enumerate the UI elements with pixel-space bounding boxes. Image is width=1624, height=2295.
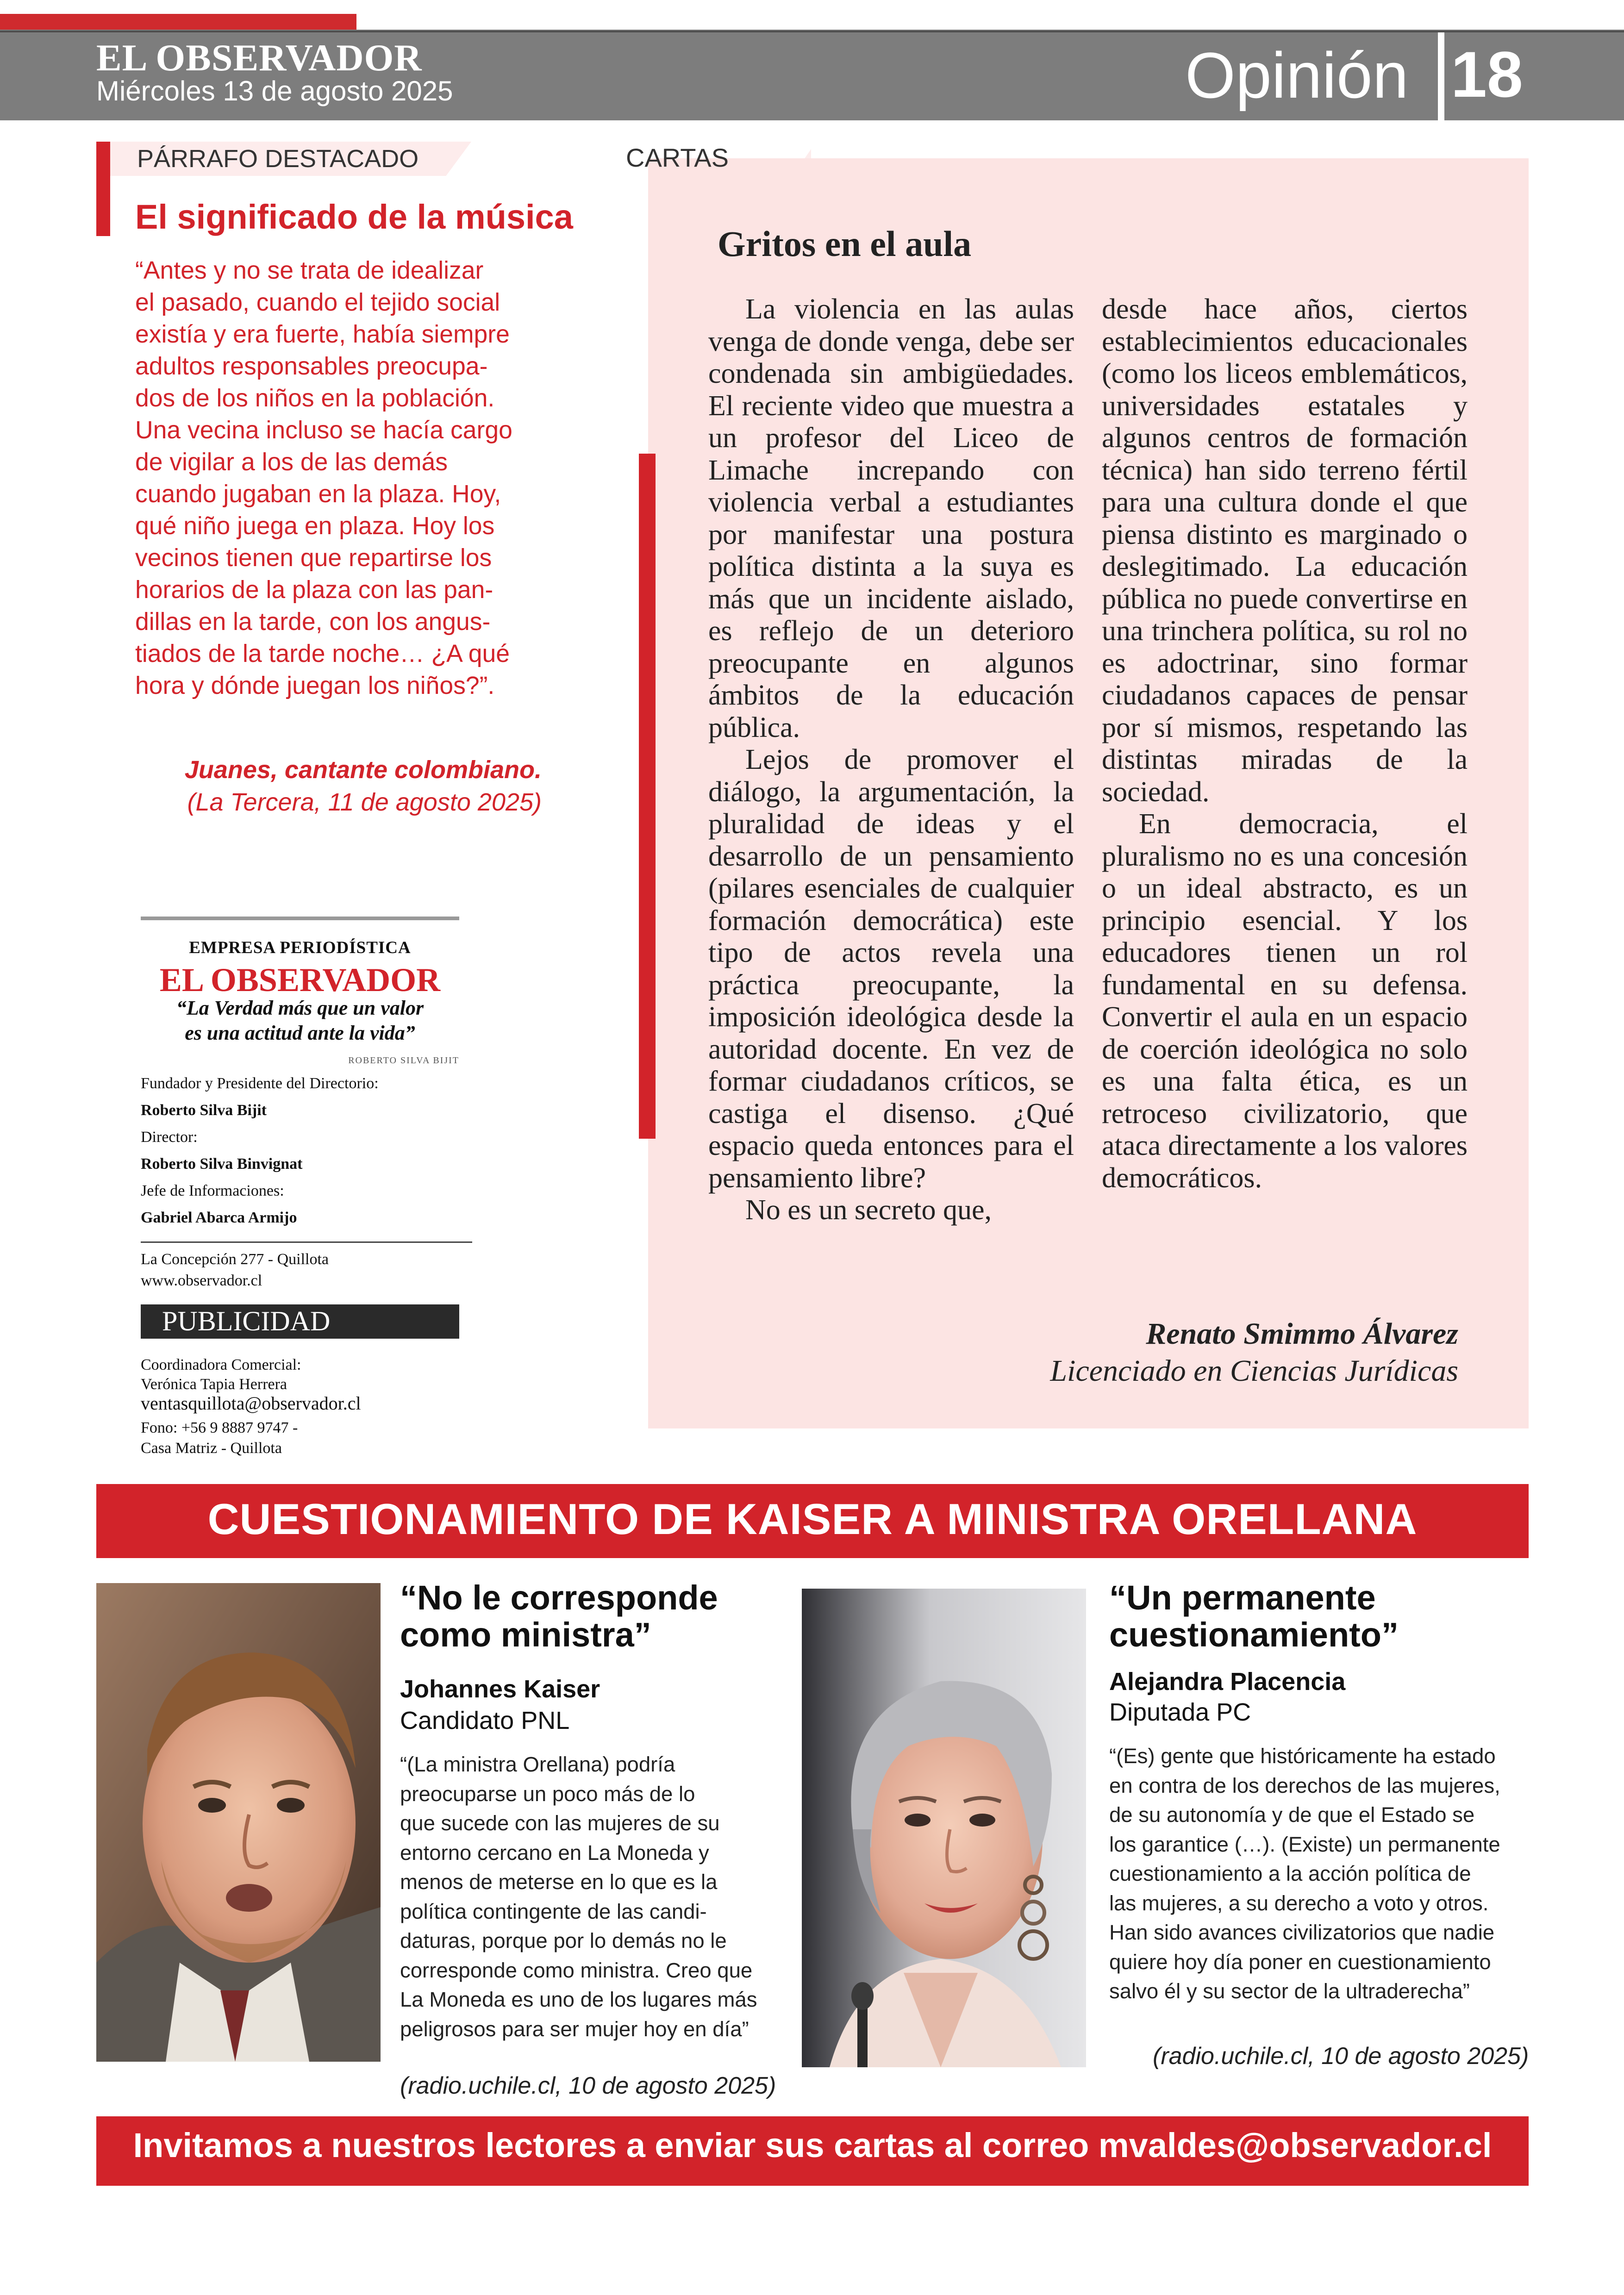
letter-paragraph: No es un secreto que, xyxy=(745,1194,992,1226)
address: La Concepción 277 - Quillota xyxy=(141,1251,329,1268)
featured-author: Juanes, cantante colombiano. xyxy=(184,756,542,784)
quote-line: daturas, porque por lo demás no le xyxy=(400,1929,727,1952)
headline-line: “No le corresponde xyxy=(400,1578,718,1617)
quote-source: (radio.uchile.cl, 10 de agosto 2025) xyxy=(400,2072,776,2099)
phone: Fono: +56 9 8887 9747 - xyxy=(141,1419,298,1436)
masthead-signature: ROBERTO SILVA BIJIT xyxy=(348,1055,459,1066)
quote-line: La Moneda es uno de los lugares más xyxy=(400,1988,757,2011)
quote-person-role: Candidato PNL xyxy=(400,1707,570,1734)
quote-line: salvo él y su sector de la ultraderecha” xyxy=(1109,1979,1470,2003)
quote-line: “Antes y no se trata de idealizar xyxy=(135,257,484,284)
quote-line: de su autonomía y de que el Estado se xyxy=(1109,1803,1475,1827)
director-label: Director: xyxy=(141,1129,198,1146)
page-number: 18 xyxy=(1451,38,1523,111)
quote-line: hora y dónde juegan los niños?”. xyxy=(135,672,495,699)
featured-title: El significado de la música xyxy=(135,198,573,236)
quote-line: qué niño juega en plaza. Hoy los xyxy=(135,512,495,540)
headline-line: como ministra” xyxy=(400,1615,651,1654)
header-top-rule xyxy=(0,31,1624,32)
section-title: Opinión xyxy=(1185,39,1409,112)
featured-source: (La Tercera, 11 de agosto 2025) xyxy=(187,788,542,816)
portrait-illustration xyxy=(96,1583,381,2062)
headline-line: cuestionamiento” xyxy=(1109,1615,1399,1654)
letter-title: Gritos en el aula xyxy=(718,224,972,264)
quote-person-role: Diputada PC xyxy=(1109,1698,1251,1726)
news-chief-label: Jefe de Informaciones: xyxy=(141,1182,284,1199)
quote-source: (radio.uchile.cl, 10 de agosto 2025) xyxy=(1153,2043,1529,2070)
letter-author-role: Licenciado en Ciencias Jurídicas xyxy=(1050,1354,1458,1388)
quote-line: menos de meterse en lo que es la xyxy=(400,1870,718,1894)
photo-alejandra-placencia xyxy=(802,1589,1086,2067)
masthead-name: EL OBSERVADOR xyxy=(159,961,441,998)
quote-line: tiados de la tarde noche… ¿A qué xyxy=(135,640,510,667)
letters-label: CARTAS xyxy=(626,143,729,172)
coordinator-name: Verónica Tapia Herrera xyxy=(141,1376,287,1393)
featured-label: PÁRRAFO DESTACADO xyxy=(137,145,419,173)
quote-line: adultos responsables preocupa- xyxy=(135,353,488,380)
letter-column-1 xyxy=(708,293,1074,1227)
quote-line: “(Es) gente que históricamente ha estado xyxy=(1109,1744,1496,1768)
quote-headline xyxy=(1109,1579,1480,1653)
director-name: Roberto Silva Binvignat xyxy=(141,1155,303,1172)
headline-line: “Un permanente xyxy=(1109,1578,1376,1617)
quote-line: Una vecina incluso se hacía cargo xyxy=(135,417,512,444)
quote-line: corresponde como ministra. Creo que xyxy=(400,1958,753,1982)
quote-body xyxy=(1109,1741,1529,2006)
quote-line: cuando jugaban en la plaza. Hoy, xyxy=(135,480,501,508)
quote-line: dos de los niños en la población. xyxy=(135,385,495,412)
quote-line: Han sido avances civilizatorios que nadie xyxy=(1109,1921,1495,1944)
quote-line: el pasado, cuando el tejido social xyxy=(135,289,500,316)
letter-paragraph: En democracia, el pluralismo no es una concesión o un ideal abstracto, es un principio esencial. Y los educadores tienen un rol fundamental en su defensa. Convertir el aula en un espacio de coerción ideológica no solo es una falta ética, es un retroceso civilizatorio, que ataca directamente a los valores democráticos. xyxy=(1102,808,1468,1194)
letters-accent-bar xyxy=(639,454,656,1139)
quote-person-name: Johannes Kaiser xyxy=(400,1675,600,1703)
quote-line: horarios de la plaza con las pan- xyxy=(135,576,493,604)
featured-accent-bar xyxy=(96,142,110,236)
advertising-email-link[interactable]: ventasquillota@observador.cl xyxy=(141,1393,361,1414)
featured-quote xyxy=(135,255,543,702)
quote-line: preocuparse un poco más de lo xyxy=(400,1782,695,1806)
masthead-top-rule xyxy=(141,917,459,920)
quote-line: vecinos tienen que repartirse los xyxy=(135,544,492,572)
quote-line: existía y era fuerte, había siempre xyxy=(135,321,510,348)
website-link[interactable]: www.observador.cl xyxy=(141,1272,262,1289)
news-chief-name: Gabriel Abarca Armijo xyxy=(141,1209,297,1226)
quote-line: “(La ministra Orellana) podría xyxy=(400,1752,675,1776)
masthead-company: EMPRESA PERIODÍSTICA xyxy=(189,938,411,957)
quote-line: entorno cercano en La Moneda y xyxy=(400,1840,709,1865)
quote-line: que sucede con las mujeres de su xyxy=(400,1811,720,1835)
page-number-divider xyxy=(1438,32,1444,120)
quote-line: peligrosos para ser mujer hoy en día” xyxy=(400,2017,749,2041)
advertising-label: PUBLICIDAD xyxy=(162,1306,331,1336)
masthead-motto: es una actitud ante la vida” xyxy=(185,1022,415,1044)
quote-line: los garantice (…). (Existe) un permanente xyxy=(1109,1832,1500,1856)
coordinator-label: Coordinadora Comercial: xyxy=(141,1356,301,1373)
letter-column-2 xyxy=(1102,293,1468,1194)
quote-line: de vigilar a los de las demás xyxy=(135,449,448,476)
portrait-illustration xyxy=(802,1589,1086,2067)
founder-name: Roberto Silva Bijit xyxy=(141,1102,267,1119)
quote-headline xyxy=(400,1579,770,1653)
masthead-motto: “La Verdad más que un valor xyxy=(176,997,424,1019)
founder-label: Fundador y Presidente del Directorio: xyxy=(141,1075,379,1092)
quote-body xyxy=(400,1750,780,2044)
section-banner-title: CUESTIONAMIENTO DE KAISER A MINISTRA ORELLANA xyxy=(207,1495,1418,1543)
letter-paragraph: desde hace años, ciertos establecimientos educacionales (como los liceos emblemáticos, universidades estatales y algunos centros de formación técnica) han sido terreno fértil para una cultura donde el que piensa distinto es marginado o deslegitimado. La educación pública no puede convertirse en una trinchera política, su rol no es adoctrinar, sino formar ciudadanos capaces de pensar por sí mismos, respetando las distintas miradas de la sociedad. xyxy=(1102,293,1468,808)
quote-person-name: Alejandra Placencia xyxy=(1109,1668,1346,1696)
office: Casa Matriz - Quillota xyxy=(141,1440,282,1457)
quote-line: cuestionamiento a la acción política de xyxy=(1109,1862,1471,1885)
publication-name: EL OBSERVADOR xyxy=(96,37,422,79)
publication-date: Miércoles 13 de agosto 2025 xyxy=(96,75,453,106)
footer-invitation: Invitamos a nuestros lectores a enviar sus cartas al correo mvaldes@observador.cl xyxy=(133,2126,1492,2164)
header-accent-strip xyxy=(0,14,356,30)
photo-johannes-kaiser xyxy=(96,1583,381,2062)
letter-paragraph: La violencia en las aulas venga de donde venga, debe ser condenada sin ambigüedades. El reciente video que muestra a un profesor del Liceo de Limache increpando con violencia verbal a estudiantes por manifestar una postura política distinta a la suya es más que un incidente aislado, es reflejo de un deterioro preocupante en algunos ámbitos de la educación pública. xyxy=(708,293,1074,743)
letter-author: Renato Smimmo Álvarez xyxy=(1146,1317,1458,1351)
quote-line: en contra de los derechos de las mujeres, xyxy=(1109,1773,1500,1797)
quote-line: las mujeres, a su derecho a voto y otros. xyxy=(1109,1891,1489,1915)
quote-line: dillas en la tarde, con los angus- xyxy=(135,608,491,636)
letter-paragraph: Lejos de promover el diálogo, la argumentación, la pluralidad de ideas y el desarrollo de un pensamiento (pilares esenciales de cualquier formación democrática) este tipo de actos revela una práctica preocupante, la imposición ideológica desde la autoridad docente. En vez de formar ciudadanos críticos, se castiga el disenso. ¿Qué espacio queda entonces para el pensamiento libre? xyxy=(708,744,1074,1194)
quote-line: política contingente de las candi- xyxy=(400,1899,707,1923)
masthead-divider xyxy=(141,1241,472,1243)
quote-line: quiere hoy día poner en cuestionamiento xyxy=(1109,1950,1491,1974)
